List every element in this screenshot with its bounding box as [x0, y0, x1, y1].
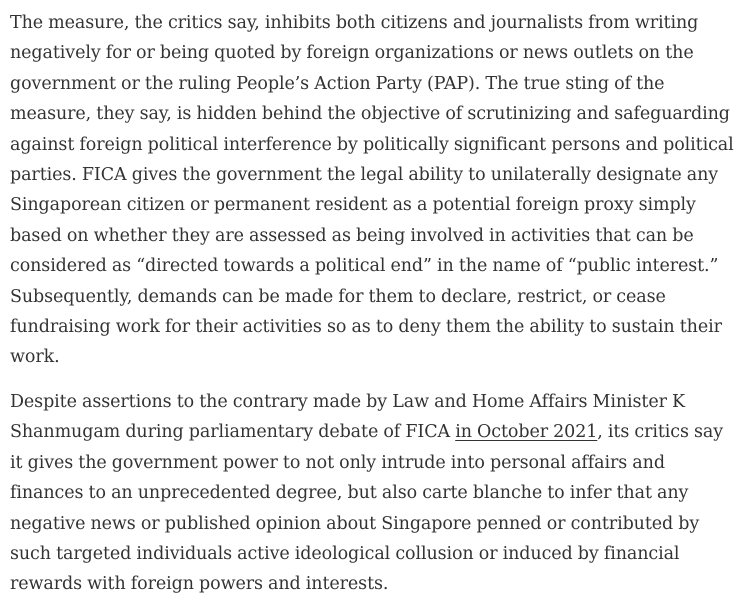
paragraph-2-text-before-link: Despite assertions to the contrary made by Law and Home Affairs Minister K Shanmugam during parliamentary debate of FICA [10, 391, 685, 443]
paragraph-shanmugam-debate [10, 387, 734, 600]
paragraph-fica-measure: The measure, the critics say, inhibits both citizens and journalists from writing negatively for or being quoted by foreign organizations or news outlets on the government or the ruling People’s Action Party (PAP). The true sting of the measure, they say, is hidden behind the objective of scrutinizing and safeguarding against foreign political interference by politically significant persons and political parties. FICA gives the government the legal ability to unilaterally designate any Singaporean citizen or permanent resident as a potential foreign proxy simply based on whether they are assessed as being involved in activities that can be considered as “directed towards a political end” in the name of “public interest.” Subsequently, demands can be made for them to declare, restrict, or cease fundraising work for their activities so as to deny them the ability to sustain their work. [10, 13, 734, 368]
paragraph-2-text-after-link: , its critics say it gives the government power to not only intrude into personal affairs and finances to an unprecedented degree, but also carte blanche to infer that any negative news or published opinion about Singapore penned or contributed by such targeted individuals active ideological collusion or induced by financial rewards with foreign powers and interests. [10, 422, 724, 595]
october-2021-link[interactable]: in October 2021 [455, 422, 598, 443]
